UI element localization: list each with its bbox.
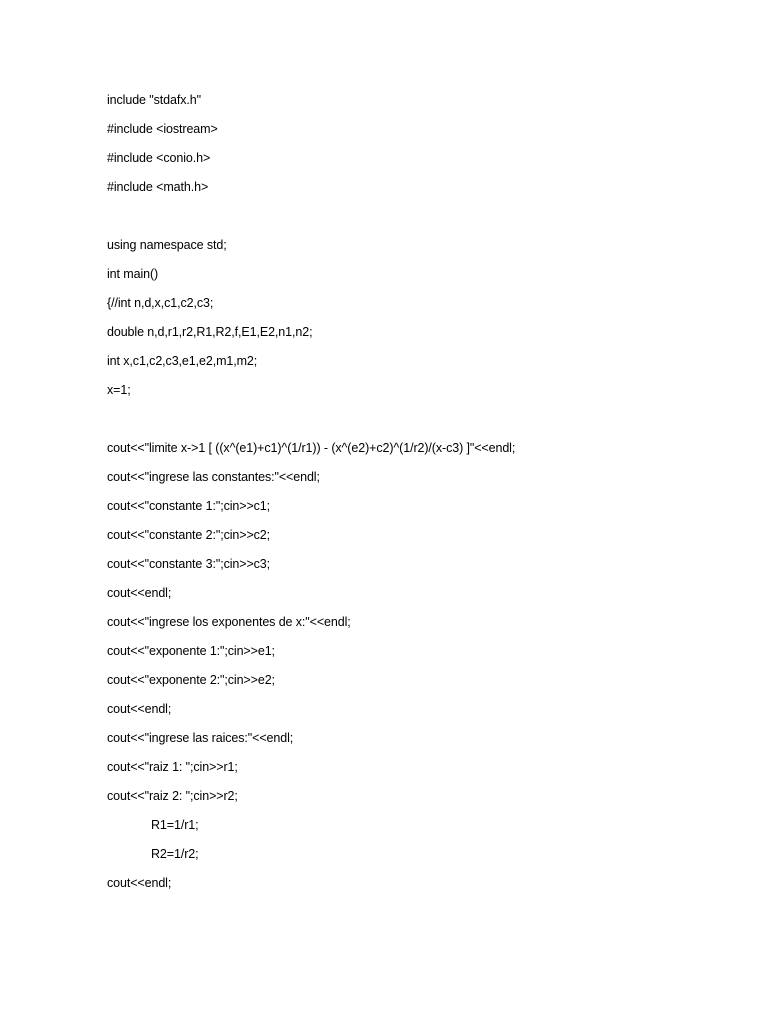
code-line: cout<<endl; bbox=[107, 702, 172, 716]
code-line: cout<<"constante 3:";cin>>c3; bbox=[107, 557, 271, 571]
blank-line bbox=[107, 409, 707, 438]
blank-line bbox=[107, 206, 707, 235]
code-line: cout<<"ingrese los exponentes de x:"<<endl; bbox=[107, 615, 351, 629]
code-line: R1=1/r1; bbox=[151, 818, 199, 832]
code-line: include "stdafx.h" bbox=[107, 93, 201, 107]
code-line: {//int n,d,x,c1,c2,c3; bbox=[107, 296, 214, 310]
code-line: cout<<"exponente 1:";cin>>e1; bbox=[107, 644, 275, 658]
code-line: double n,d,r1,r2,R1,R2,f,E1,E2,n1,n2; bbox=[107, 325, 313, 339]
code-line: cout<<"constante 2:";cin>>c2; bbox=[107, 528, 271, 542]
code-line: using namespace std; bbox=[107, 238, 227, 252]
code-line: x=1; bbox=[107, 383, 131, 397]
code-line: cout<<"raiz 1: ";cin>>r1; bbox=[107, 760, 238, 774]
code-line: #include <iostream> bbox=[107, 122, 218, 136]
code-listing bbox=[107, 90, 707, 902]
code-line: R2=1/r2; bbox=[151, 847, 199, 861]
code-line: int x,c1,c2,c3,e1,e2,m1,m2; bbox=[107, 354, 258, 368]
code-line: cout<<"ingrese las constantes:"<<endl; bbox=[107, 470, 320, 484]
code-line: #include <conio.h> bbox=[107, 151, 211, 165]
code-line: cout<<endl; bbox=[107, 586, 172, 600]
code-line: cout<<"raiz 2: ";cin>>r2; bbox=[107, 789, 238, 803]
code-line: int main() bbox=[107, 267, 159, 281]
code-line: cout<<"ingrese las raices:"<<endl; bbox=[107, 731, 294, 745]
code-line: cout<<endl; bbox=[107, 876, 172, 890]
code-line: cout<<"limite x->1 [ ((x^(e1)+c1)^(1/r1)) - (x^(e2)+c2)^(1/r2)/(x-c3) ]"<<endl; bbox=[107, 441, 516, 455]
code-line: cout<<"constante 1:";cin>>c1; bbox=[107, 499, 271, 513]
code-line: #include <math.h> bbox=[107, 180, 209, 194]
code-line: cout<<"exponente 2:";cin>>e2; bbox=[107, 673, 275, 687]
